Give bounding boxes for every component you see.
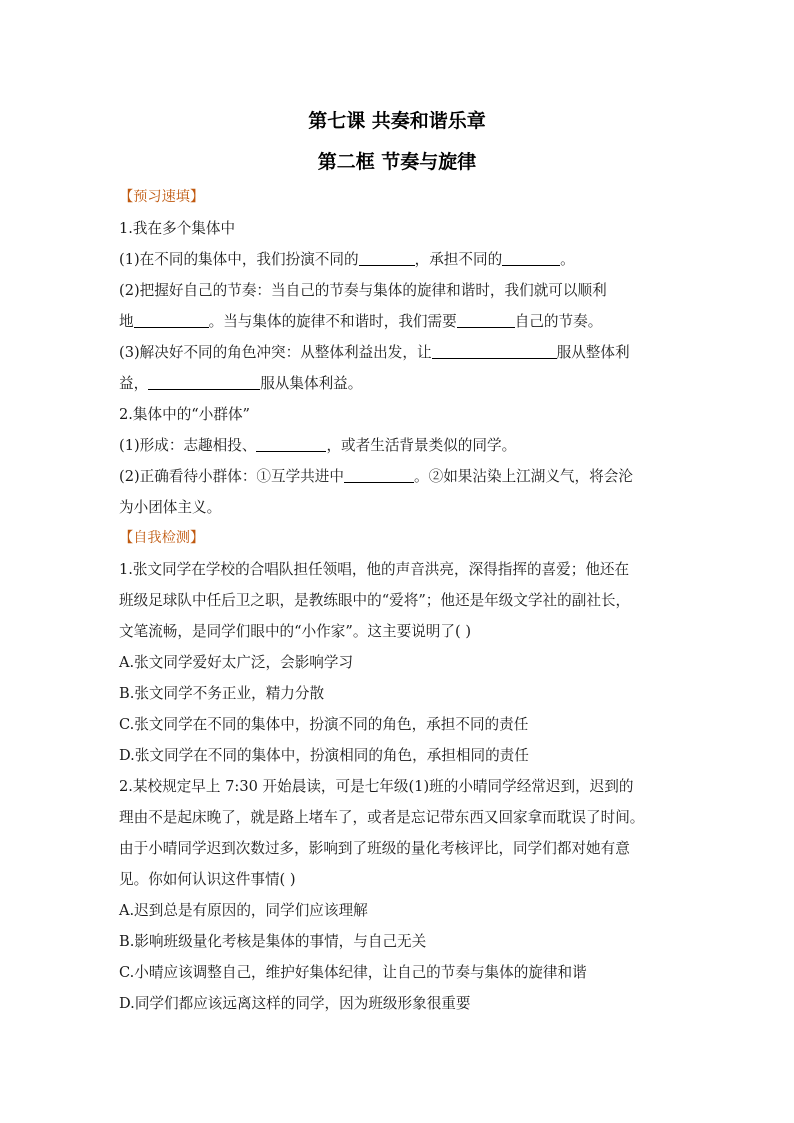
question-1-option-b: B.张文同学不务正业，精力分散	[119, 685, 325, 702]
lesson-subtitle: 第二框 节奏与旋律	[317, 151, 477, 173]
fill-blank[interactable]	[148, 373, 260, 390]
preview-q1-3-line2: 益， 服从集体利益。	[119, 375, 363, 392]
fill-blank[interactable]	[502, 249, 560, 266]
preview-q2-title: 2.集体中的“小群体”	[119, 406, 251, 423]
section-heading-selfcheck: 【自我检测】	[119, 530, 205, 546]
question-1-option-d: D.张文同学在不同的集体中，扮演相同的角色，承担相同的责任	[119, 747, 529, 764]
fill-blank[interactable]	[344, 466, 414, 483]
question-1-option-a: A.张文同学爱好太广泛，会影响学习	[119, 654, 354, 671]
question-2-line2: 理由不是起床晚了，就是路上堵车了，或者是忘记带东西又回家拿而耽误了时间。	[119, 809, 645, 826]
fill-blank[interactable]	[256, 435, 326, 452]
preview-q1-2-line1: (2)把握好自己的节奏：当自己的节奏与集体的旋律和谐时，我们就可以顺利	[119, 282, 607, 299]
question-2-option-d: D.同学们都应该远离这样的同学，因为班级形象很重要	[119, 995, 471, 1012]
question-1-option-c: C.张文同学在不同的集体中，扮演不同的角色，承担不同的责任	[119, 716, 529, 733]
question-1-line2: 班级足球队中任后卫之职，是教练眼中的“爱将”；他还是年级文学社的副社长，	[119, 592, 631, 609]
preview-q1-1: (1)在不同的集体中，我们扮演不同的 ，承担不同的 。	[119, 251, 575, 268]
preview-q2-2-line1: (2)正确看待小群体：①互学共进中 。②如果沾染上江湖义气，将会沦	[119, 468, 633, 485]
preview-q1-2-line2: 地 。当与集体的旋律不和谐时，我们需要 自己的节奏。	[119, 313, 603, 330]
question-1-line1: 1.张文同学在学校的合唱队担任领唱，他的声音洪亮，深得指挥的喜爱；他还在	[119, 561, 630, 578]
preview-q2-2-line2: 为小团体主义。	[119, 499, 222, 516]
preview-q1-title: 1.我在多个集体中	[119, 220, 236, 237]
question-2-option-c: C.小晴应该调整自己，维护好集体纪律，让自己的节奏与集体的旋律和谐	[119, 964, 587, 981]
fill-blank[interactable]	[359, 249, 415, 266]
section-heading-preview: 【预习速填】	[119, 189, 205, 205]
document-body	[119, 182, 679, 1019]
fill-blank[interactable]	[457, 311, 515, 328]
question-1-line3: 文笔流畅，是同学们眼中的“小作家”。这主要说明了( )	[119, 623, 472, 640]
question-2-line4: 见。你如何认识这件事情( )	[119, 871, 296, 888]
question-2-line1: 2.某校规定早上 7:30 开始晨读，可是七年级(1)班的小晴同学经常迟到，迟到的	[119, 778, 634, 795]
lesson-title: 第七课 共奏和谐乐章	[308, 110, 486, 132]
question-2-line3: 由于小晴同学迟到次数过多，影响到了班级的量化考核评比，同学们都对她有意	[119, 840, 630, 857]
preview-q1-3-line1: (3)解决好不同的角色冲突：从整体利益出发，让 服从整体利	[119, 344, 630, 361]
fill-blank[interactable]	[134, 311, 209, 328]
question-2-option-a: A.迟到总是有原因的，同学们应该理解	[119, 902, 368, 919]
fill-blank[interactable]	[432, 342, 557, 359]
preview-q2-1: (1)形成：志趣相投、 ，或者生活背景类似的同学。	[119, 437, 517, 454]
question-2-option-b: B.影响班级量化考核是集体的事情，与自己无关	[119, 933, 427, 950]
